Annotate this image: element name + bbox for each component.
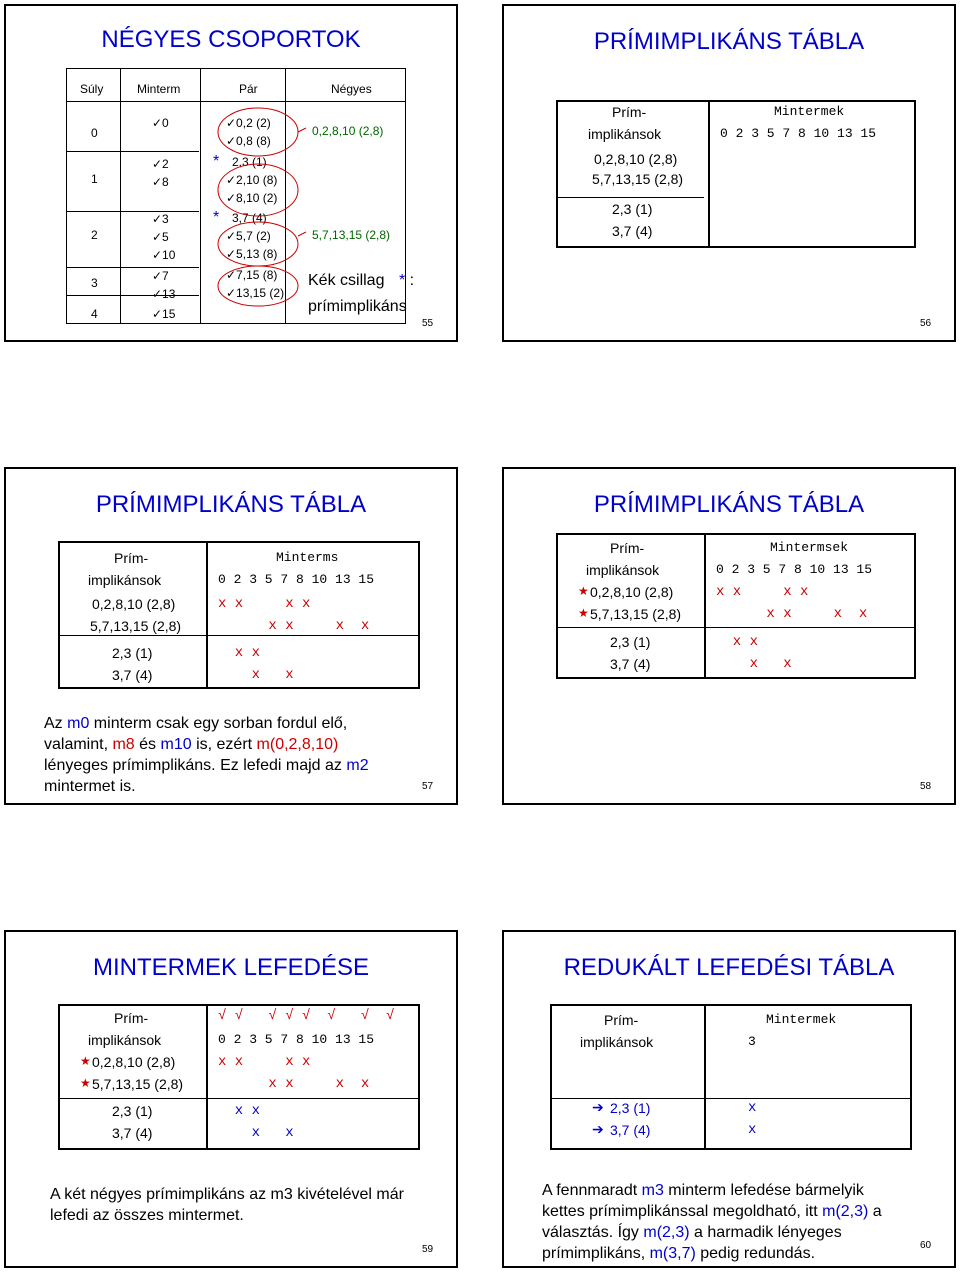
- minterm-0: ✓0: [152, 116, 169, 130]
- minterm-3: ✓3: [152, 212, 169, 226]
- mark-row-1: x x x x: [218, 1054, 311, 1070]
- prime-3-7: 3,7 (4): [612, 223, 653, 239]
- prime-3-7: 3,7 (4): [112, 667, 153, 683]
- col-header-minterm: Minterm: [137, 82, 181, 96]
- prime-2-3: 2,3 (1): [112, 645, 153, 661]
- col-header-weight: Súly: [80, 82, 104, 96]
- note-line2: prímimplikáns: [308, 298, 407, 315]
- star-icon-2: ★: [578, 606, 589, 620]
- slide-59: [4, 930, 458, 1268]
- prime-0-2-8-10: 0,2,8,10 (2,8): [92, 1054, 176, 1070]
- pair-13-15: ✓13,15 (2): [226, 286, 285, 300]
- minterm-row: 0 2 3 5 7 8 10 13 15: [716, 562, 873, 577]
- prime-3-7: 3,7 (4): [610, 1122, 651, 1138]
- prime-2-3: 2,3 (1): [610, 1100, 651, 1116]
- star-icon: ★: [578, 584, 589, 598]
- slide-title: NÉGYES CSOPORTOK: [101, 26, 361, 53]
- arrow-icon-2: ➔: [592, 1121, 604, 1137]
- pair-star-icon-2: *: [213, 209, 220, 226]
- prime-2-3: 2,3 (1): [612, 201, 653, 217]
- weight-2: 2: [91, 228, 98, 242]
- mark-row-2: x x x x: [716, 606, 868, 622]
- slide-56: [502, 4, 956, 342]
- col-head-prim: Prím-: [604, 1012, 639, 1028]
- prime-5-7-13-15: 5,7,13,15 (2,8): [590, 606, 682, 622]
- weight-4: 4: [91, 307, 98, 321]
- mark-row-4: x x: [218, 1125, 294, 1141]
- col-head-prim: Prím-: [114, 550, 149, 566]
- pair-8-10: ✓8,10 (2): [226, 191, 278, 205]
- mark-row-1: x: [748, 1100, 757, 1116]
- coverage-checkmarks: √ √ √ √ √ √ √ √: [218, 1008, 395, 1024]
- quad-0-2-8-10: 0,2,8,10 (2,8): [312, 124, 384, 138]
- prime-2-3: 2,3 (1): [610, 634, 651, 650]
- page-number: 58: [920, 781, 932, 792]
- col-head-implikansok: implikánsok: [580, 1034, 654, 1050]
- slide-title: PRÍMIMPLIKÁNS TÁBLA: [593, 28, 865, 55]
- prime-5-7-13-15: 5,7,13,15 (2,8): [92, 1076, 184, 1092]
- weight-3: 3: [91, 276, 98, 290]
- minterm-header: Mintermek: [774, 104, 845, 119]
- slide-title: REDUKÁLT LEFEDÉSI TÁBLA: [563, 954, 895, 981]
- col-head-prim: Prím-: [612, 104, 647, 120]
- minterm-2: ✓2: [152, 157, 169, 171]
- minterm-header: Minterms: [276, 550, 339, 565]
- explanation-text: A fennmaradt m3 minterm lefedése bármelyik kettes prímimplikánssal megoldható, itt m(2,3) a választás. Így m(2,3) a harmadik lényeges prímimplikáns, m(3,7) pedig redundás.: [542, 1182, 882, 1262]
- col-head-implikansok: implikánsok: [586, 562, 660, 578]
- pair-circle-annotations: [6, 6, 460, 344]
- page-number: 57: [422, 781, 434, 792]
- pair-star-icon: *: [213, 153, 220, 170]
- pair-0-8: ✓0,8 (8): [226, 134, 271, 148]
- slide-title: PRÍMIMPLIKÁNS TÁBLA: [593, 491, 865, 518]
- note-colon: :: [409, 272, 415, 289]
- arrow-icon: ➔: [592, 1099, 604, 1115]
- page-number: 56: [920, 318, 932, 329]
- explanation-text: A két négyes prímimplikáns az m3 kivételével már lefedi az összes mintermet.: [50, 1186, 404, 1224]
- weight-1: 1: [91, 172, 98, 186]
- mark-row-1: x x x x: [218, 596, 311, 612]
- col-header-quad: Négyes: [331, 82, 372, 96]
- minterm-header: Mintermsek: [770, 540, 849, 555]
- pair-3-7: 3,7 (4): [232, 211, 267, 225]
- minterm-7: ✓7: [152, 269, 169, 283]
- note-star-icon: *: [398, 272, 406, 289]
- mark-row-4: x x: [716, 656, 792, 672]
- col-head-prim: Prím-: [610, 540, 645, 556]
- star-icon: ★: [80, 1054, 91, 1068]
- minterm-3: 3: [748, 1034, 756, 1049]
- pair-7-15: ✓7,15 (8): [226, 268, 278, 282]
- col-head-implikansok: implikánsok: [88, 572, 162, 588]
- col-head-implikansok: implikánsok: [88, 1032, 162, 1048]
- prime-0-2-8-10: 0,2,8,10 (2,8): [594, 151, 678, 167]
- slide-57: [4, 467, 458, 805]
- prime-0-2-8-10: 0,2,8,10 (2,8): [590, 584, 674, 600]
- minterm-row: 0 2 3 5 7 8 10 13 15: [218, 572, 375, 587]
- pair-2-10: ✓2,10 (8): [226, 173, 278, 187]
- mark-row-4: x x: [218, 667, 294, 683]
- page-number: 60: [920, 1240, 932, 1251]
- mark-row-1: x x x x: [716, 584, 809, 600]
- note-blue-star: [308, 270, 458, 291]
- minterm-row: 0 2 3 5 7 8 10 13 15: [218, 1032, 375, 1047]
- explanation-text: Az m0 minterm csak egy sorban fordul elő, valamint, m8 és m10 is, ezért m(0,2,8,10) lényeges prímimplikáns. Ez lefedi majd az m2 mintermet is.: [44, 715, 369, 795]
- slide-title: MINTERMEK LEFEDÉSE: [92, 954, 370, 981]
- slide-58: [502, 467, 956, 805]
- col-head-implikansok: implikánsok: [588, 126, 662, 142]
- col-header-pair: Pár: [239, 82, 258, 96]
- col-head-prim: Prím-: [114, 1010, 149, 1026]
- mark-row-3: x x: [218, 1103, 261, 1119]
- minterm-15: ✓15: [152, 307, 176, 321]
- quad-5-7-13-15: 5,7,13,15 (2,8): [312, 228, 391, 242]
- weight-0: 0: [91, 126, 98, 140]
- star-icon-2: ★: [80, 1076, 91, 1090]
- minterm-10: ✓10: [152, 248, 176, 262]
- mark-row-2: x x x x: [218, 618, 370, 634]
- pair-5-7: ✓5,7 (2): [226, 229, 271, 243]
- mark-row-2: x x x x: [218, 1076, 370, 1092]
- slide-55: [4, 4, 458, 342]
- mark-row-2: x: [748, 1122, 757, 1138]
- page-number: 59: [422, 1244, 434, 1255]
- prime-0-2-8-10: 0,2,8,10 (2,8): [92, 596, 176, 612]
- mark-row-3: x x: [218, 645, 261, 661]
- mark-row-3: x x: [716, 634, 759, 650]
- slide-title: PRÍMIMPLIKÁNS TÁBLA: [95, 491, 367, 518]
- prime-5-7-13-15: 5,7,13,15 (2,8): [592, 171, 684, 187]
- note-line1: Kék csillag: [308, 272, 385, 289]
- prime-5-7-13-15: 5,7,13,15 (2,8): [90, 618, 182, 634]
- minterm-5: ✓5: [152, 230, 169, 244]
- minterm-row: 0 2 3 5 7 8 10 13 15: [720, 126, 877, 141]
- minterm-header: Mintermek: [766, 1012, 837, 1027]
- page-number: 55: [422, 318, 434, 329]
- pair-2-3: 2,3 (1): [232, 155, 267, 169]
- minterm-8: ✓8: [152, 175, 169, 189]
- pair-5-13: ✓5,13 (8): [226, 247, 278, 261]
- minterm-13: ✓13: [152, 287, 176, 301]
- prime-2-3: 2,3 (1): [112, 1103, 153, 1119]
- pair-0-2: ✓0,2 (2): [226, 116, 271, 130]
- slide-60: [502, 930, 956, 1268]
- prime-3-7: 3,7 (4): [610, 656, 651, 672]
- prime-3-7: 3,7 (4): [112, 1125, 153, 1141]
